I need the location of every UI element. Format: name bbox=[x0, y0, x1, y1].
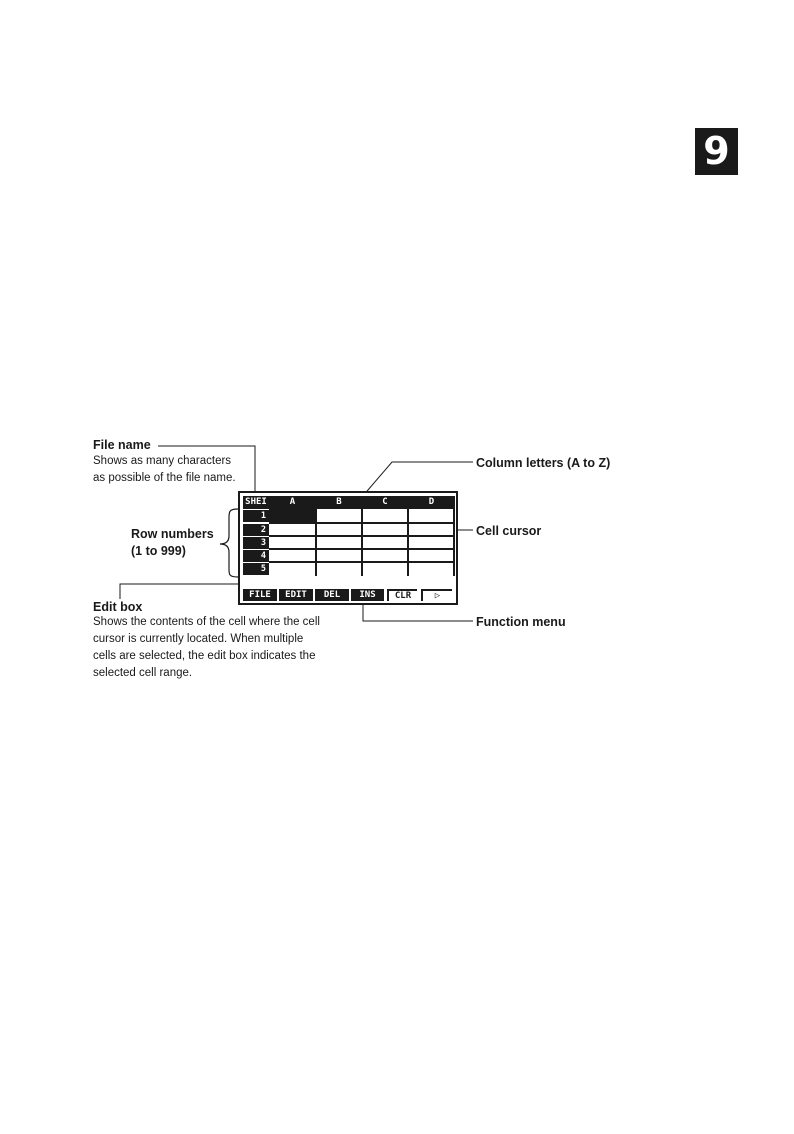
grid-line bbox=[361, 509, 363, 576]
column-header-d: D bbox=[408, 496, 455, 509]
function-key-file[interactable]: FILE bbox=[243, 589, 277, 601]
row-number-3: 3 bbox=[243, 537, 269, 549]
spreadsheet-screen bbox=[238, 491, 458, 605]
function-menu-label: Function menu bbox=[476, 615, 566, 629]
file-name-label: File name bbox=[93, 438, 151, 452]
column-letters-label: Column letters (A to Z) bbox=[476, 456, 611, 470]
edit-box-desc-line: cursor is currently located. When multiple bbox=[93, 633, 304, 645]
next-page-icon[interactable]: ▷ bbox=[421, 589, 452, 601]
column-header-a: A bbox=[269, 496, 316, 509]
file-name-desc-line: as possible of the file name. bbox=[93, 472, 236, 484]
row-number-1: 1 bbox=[243, 510, 269, 522]
file-name-description bbox=[93, 453, 236, 487]
row-numbers-brace bbox=[220, 509, 238, 577]
function-key-clr[interactable]: CLR bbox=[387, 589, 417, 601]
function-key-ins[interactable]: INS bbox=[351, 589, 384, 601]
edit-box-label: Edit box bbox=[93, 600, 143, 614]
file-name-desc-line: Shows as many characters bbox=[93, 455, 232, 467]
sheet-name: SHEI bbox=[243, 496, 269, 509]
function-key-del[interactable]: DEL bbox=[315, 589, 349, 601]
row-number-5: 5 bbox=[243, 563, 269, 575]
row-number-4: 4 bbox=[243, 550, 269, 562]
row-numbers-range: (1 to 999) bbox=[131, 544, 186, 558]
chapter-number-tab: 9 bbox=[695, 128, 738, 175]
row-numbers-label: Row numbers bbox=[131, 527, 214, 541]
edit-box-desc-line: selected cell range. bbox=[93, 667, 193, 679]
grid-line bbox=[315, 509, 317, 576]
edit-box-description bbox=[93, 614, 320, 682]
cell-cursor[interactable] bbox=[269, 509, 316, 522]
column-header-c: C bbox=[362, 496, 408, 509]
row-number-2: 2 bbox=[243, 524, 269, 536]
edit-box-desc-line: Shows the contents of the cell where the cell bbox=[93, 616, 320, 628]
grid-line bbox=[453, 509, 455, 576]
cell-cursor-label: Cell cursor bbox=[476, 524, 542, 538]
grid-line bbox=[407, 509, 409, 576]
edit-box-desc-line: cells are selected, the edit box indicates the bbox=[93, 650, 316, 662]
column-header-b: B bbox=[316, 496, 362, 509]
function-key-edit[interactable]: EDIT bbox=[279, 589, 313, 601]
